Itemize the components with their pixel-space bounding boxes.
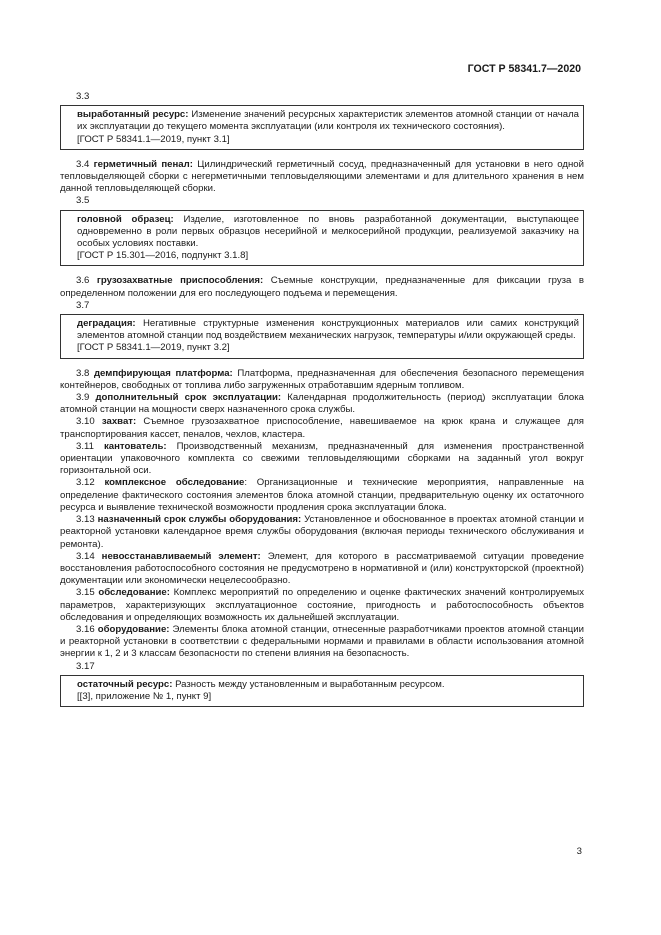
term-definition: [77, 109, 579, 133]
entry-number: 3.6: [76, 275, 90, 287]
definition: Съемные конструкции, предназначенные для фиксации груза в определенном положении для его последующего подъема и перемещения.: [60, 275, 584, 299]
term-definition: [60, 416, 584, 440]
term-definition: [60, 159, 584, 196]
document-body: [60, 91, 584, 716]
definition: Изделие, изготовленное по вновь разработанной документации, выступающее одновременно в роли первых образцов несерийной и мелкосерийной продукции, реализуемой заказчику на особых условиях поставки.: [77, 213, 579, 250]
term: захват:: [101, 416, 137, 428]
term-definition: [60, 514, 584, 551]
term-definition: [77, 214, 579, 251]
entry-number: 3.9: [76, 392, 90, 404]
definition: Элементы блока атомной станции, отнесенные разработчиками проектов атомной станции и реакторной установки в соответствии с федеральными нормами и правилами в области использования атомной энергии к 1, 2 и 3 классам безопасности по степени влияния на безопасность.: [60, 623, 584, 660]
term: кантователь:: [103, 440, 167, 452]
entry-number: 3.4: [76, 158, 90, 170]
standard-header: ГОСТ Р 58341.7—2020: [467, 63, 581, 75]
entry-number: 3.5: [76, 195, 90, 207]
definition: Съемное грузозахватное приспособление, навешиваемое на крюк крана и служащее для транспортирования кассет, пеналов, чехлов, кластера.: [60, 416, 585, 440]
definition: Установленное и обоснованное в проектах атомной станции и реакторной установки календарное время службы оборудования (включая периоды технического обслуживания и ремонта).: [60, 514, 584, 550]
term-source: [ГОСТ Р 58341.1—2019, пункт 3.1]: [77, 133, 230, 145]
definition: Негативные структурные изменения конструкционных материалов или самих конструкций элементов атомной станции под воздействием механических нагрузок, температуры и/или окружающей среды.: [77, 318, 579, 342]
definition: Календарная продолжительность (период) эксплуатации блока атомной станции на мощности сверх назначенного срока службы.: [60, 392, 584, 416]
definition: Платформа, предназначенная для обеспечения безопасного перемещения контейнеров, свободных от топлива либо загруженных отработавшим ядерным топливом.: [60, 367, 585, 391]
entry-number: 3.17: [76, 660, 95, 672]
term: выработанный ресурс:: [77, 109, 189, 121]
term-definition: [60, 587, 584, 624]
term-source: [ГОСТ Р 15.301—2016, подпункт 3.1.8]: [77, 250, 249, 262]
term: деградация:: [77, 318, 136, 330]
entry-number: 3.14: [76, 550, 95, 562]
term: оборудование:: [97, 623, 170, 635]
term: обследование:: [98, 587, 170, 599]
term-definition: [60, 392, 584, 416]
entry-number: 3.12: [76, 477, 95, 489]
definition: Производственный механизм, предназначенный для изменения пространственной ориентации упаковочного комплекта со свежими тепловыделяющими сборками на заданный угол вокруг горизонтальной оси.: [60, 440, 585, 477]
entry-number: 3.3: [76, 91, 90, 102]
quoted-term-box: [60, 314, 584, 359]
quoted-term-box: [60, 675, 584, 707]
entry-number: 3.7: [76, 299, 90, 311]
term: герметичный пенал:: [93, 158, 193, 170]
entry-number: 3.11: [76, 440, 94, 452]
definition: : Организационные и технические мероприятия, направленные на определение фактического состояния элементов блока атомной станции, предварительную оценку их остаточного ресурса и выявление технической возможности продления срока эксплуатации блока.: [60, 477, 584, 513]
term: дополнительный срок эксплуатации:: [95, 392, 282, 404]
term-source: [ГОСТ Р 58341.1—2019, пункт 3.2]: [77, 342, 230, 354]
term: комплексное обследование: [104, 477, 245, 489]
term-definition: [60, 551, 584, 588]
entry-number: 3.15: [76, 587, 95, 599]
term: назначенный срок службы оборудования:: [97, 514, 302, 526]
term-definition: [60, 477, 584, 514]
term: невосстанавливаемый элемент:: [101, 550, 261, 562]
term-definition: [60, 275, 584, 299]
definition: Изменение значений ресурсных характеристик элементов атомной станции от начала их эксплуатации до текущего момента эксплуатации (или контроля их технического состояния).: [77, 109, 580, 133]
term: демпфирующая платформа:: [93, 367, 233, 379]
term: грузозахватные приспособления:: [96, 275, 264, 287]
term-definition: [77, 679, 579, 691]
page-number: 3: [576, 846, 582, 857]
definition: Цилиндрический герметичный сосуд, предназначенный для установки в него одной тепловыделяющей сборки с негерметичными тепловыделяющими элементами и для длительного хранения в нем данной тепловыделяющей сборки.: [60, 158, 584, 195]
definition: Элемент, для которого в рассматриваемой ситуации проведение восстановления работоспособного состояния не предусмотрено в нормативной и (или) конструкторской (проектной) документации или экономически нецелесообразно.: [60, 550, 584, 587]
term-definition: [60, 441, 584, 478]
term-definition: [60, 368, 584, 392]
entry-number: 3.10: [76, 416, 95, 428]
term-source: [[3], приложение № 1, пункт 9]: [77, 690, 212, 702]
entry-number: 3.16: [76, 623, 95, 635]
definition: Комплекс мероприятий по определению и оценке фактических значений контролируемых параметров, характеризующих эксплуатационное состояние, пригодность и работоспособность объектов обследования и определяющих возможность их дальнейшей эксплуатации.: [60, 587, 584, 623]
quoted-term-box: [60, 105, 584, 150]
term-definition: [60, 624, 584, 661]
definition: Разность между установленным и выработанным ресурсом.: [172, 678, 445, 690]
term: остаточный ресурс:: [77, 678, 173, 690]
term: головной образец:: [77, 213, 174, 225]
entry-number: 3.8: [76, 367, 90, 379]
term-definition: [77, 318, 579, 342]
quoted-term-box: [60, 210, 584, 267]
entry-number: 3.13: [76, 514, 95, 526]
